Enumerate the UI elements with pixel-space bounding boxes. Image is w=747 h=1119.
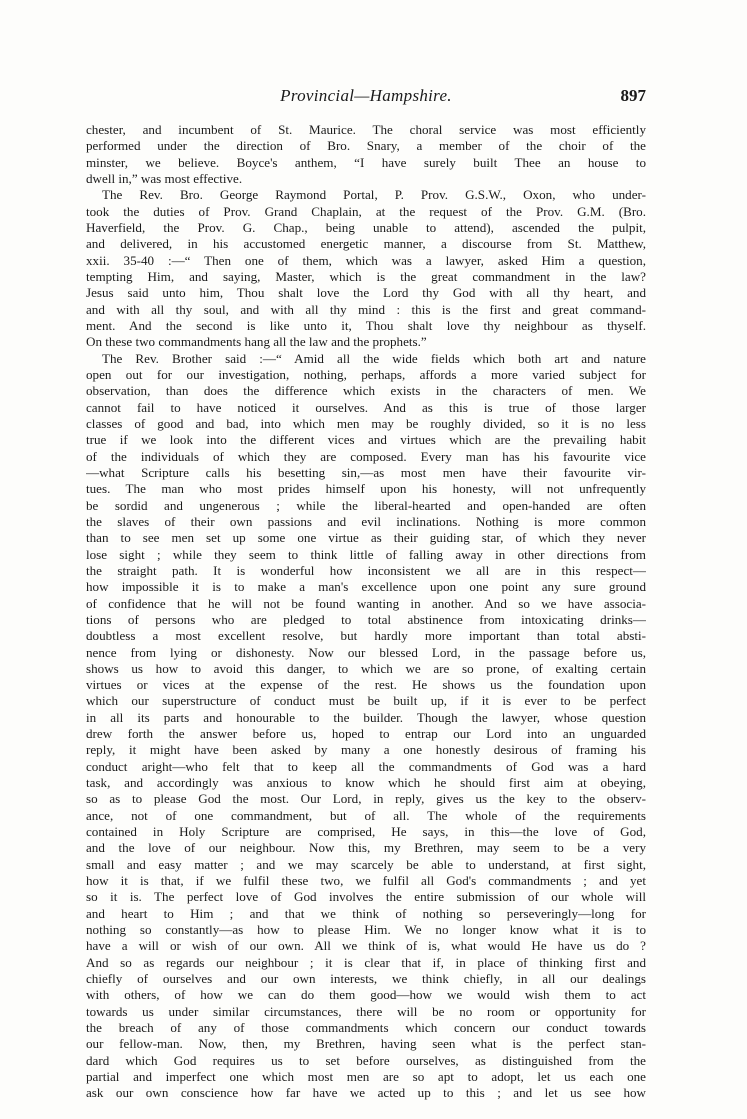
text-line: small and easy matter ; and we may scarcely be able to understand, at first sight,: [86, 856, 646, 872]
text-line: the breach of any of those commandments which concern our conduct towards: [86, 1020, 646, 1036]
text-line: task, and accordingly was anxious to know which he should first aim at obeying,: [86, 775, 646, 791]
text-line: the slaves of their own passions and evil inclinations. Nothing is more common: [86, 513, 646, 529]
text-line: than to see men set up some one virtue as their guiding star, of which they never: [86, 530, 646, 546]
running-title: Provincial—Hampshire.: [280, 86, 452, 105]
text-line: drew forth the answer before us, hoped to entrap our Lord into an unguarded: [86, 726, 646, 742]
text-line: so it is. The perfect love of God involves the entire submission of our whole will: [86, 889, 646, 905]
text-line: ment. And the second is like unto it, Thou shalt love thy neighbour as thyself.: [86, 317, 646, 333]
text-line: tempting Him, and saying, Master, which is the great commandment in the law?: [86, 268, 646, 284]
text-line: chester, and incumbent of St. Maurice. The choral service was most efficiently: [86, 122, 646, 137]
running-head: [86, 86, 646, 110]
text-line: Jesus said unto him, Thou shalt love the Lord thy God with all thy heart, and: [86, 285, 646, 301]
text-line: reply, it might have been asked by many a one honestly desirous of framing his: [86, 742, 646, 758]
text-line: of the individuals of which they are composed. Every man has his favourite vice: [86, 448, 646, 464]
text-line: and delivered, in his accustomed energetic manner, a discourse from St. Matthew,: [86, 236, 646, 252]
text-line: classes of good and bad, into which men may be roughly divided, so it is no less: [86, 415, 646, 431]
text-line: the straight path. It is wonderful how inconsistent we all are in this respect—: [86, 562, 646, 578]
text-line: conduct aright—who felt that to keep all the commandments of God was a hard: [86, 758, 646, 774]
text-line: chiefly of ourselves and our own interests, we think chiefly, in all our dealings: [86, 971, 646, 987]
text-line: lose sight ; while they seem to think little of falling away in other directions from: [86, 546, 646, 562]
text-line: our fellow-man. Now, then, my Brethren, having seen what is the perfect stan-: [86, 1036, 646, 1052]
text-line: doubtless a most excellent resolve, but hardly more important than total absti-: [86, 628, 646, 644]
text-line: nothing so constantly—as how to please Him. We no longer know what it is to: [86, 922, 646, 938]
text-line: how it is that, if we fulfil these two, we fulfil all God's commandments ; and yet: [86, 873, 646, 889]
text-line: contained in Holy Scripture are comprised, He says, in this—the love of God,: [86, 824, 646, 840]
text-line: virtues or vices at the expense of the rest. He shows us the foundation upon: [86, 677, 646, 693]
text-line: ask our own conscience how far have we acted up to this ; and let us see how: [86, 1085, 646, 1101]
text-line: minster, we believe. Boyce's anthem, “I have surely built Thee an house to: [86, 154, 646, 170]
text-line: xxii. 35-40 :—“ Then one of them, which was a lawyer, asked Him a question,: [86, 252, 646, 268]
text-line: took the duties of Prov. Grand Chaplain, at the request of the Prov. G.M. (Bro.: [86, 203, 646, 219]
text-line: towards us under similar circumstances, there will be no room or opportunity for: [86, 1003, 646, 1019]
text-line: observation, than does the difference which exists in the characters of men. We: [86, 383, 646, 399]
text-line: The Rev. Brother said :—“ Amid all the wide fields which both art and nature: [102, 350, 646, 366]
text-line: shows us how to avoid this danger, to which we are so prone, of exalting certain: [86, 660, 646, 676]
text-line: —what Scripture calls his besetting sin,—as most men have their favourite vir-: [86, 464, 646, 480]
text-line: nence from lying or dishonesty. Now our blessed Lord, in the passage before us,: [86, 644, 646, 660]
text-line: And so as regards our neighbour ; it is clear that if, in place of thinking first and: [86, 954, 646, 970]
body-text: [86, 122, 646, 1102]
text-line: so as to please God the most. Our Lord, in reply, gives us the key to the observ-: [86, 791, 646, 807]
text-line: tions of persons who are pledged to total abstinence from intoxicating drinks—: [86, 611, 646, 627]
text-line: of confidence that he will not be found wanting in another. And so we have associa-: [86, 595, 646, 611]
text-line: On these two commandments hang all the law and the prophets.”: [86, 334, 427, 350]
text-line: dwell in,” was most effective.: [86, 170, 243, 186]
page-number: 897: [620, 86, 646, 105]
text-line: ance, not of one commandment, but of all. The whole of the requirements: [86, 807, 646, 823]
text-line: and the love of our neighbour. Now this, my Brethren, may seem to be a very: [86, 840, 646, 856]
text-line: how impossible it is to make a man's excellence upon one point any sure ground: [86, 579, 646, 595]
text-line: partial and imperfect one which most men are so apt to adopt, let us each one: [86, 1069, 646, 1085]
text-line: The Rev. Bro. George Raymond Portal, P. Prov. G.S.W., Oxon, who under-: [102, 187, 646, 203]
text-line: open out for our investigation, nothing, perhaps, affords a more varied subject for: [86, 366, 646, 382]
text-line: true if we look into the different vices and virtues which are the prevailing habit: [86, 432, 646, 448]
text-line: dard which God requires us to set before ourselves, as distinguished from the: [86, 1052, 646, 1068]
text-line: performed under the direction of Bro. Snary, a member of the choir of the: [86, 138, 646, 154]
text-line: with others, of how we can do them good—how we would wish them to act: [86, 987, 646, 1003]
text-line: be sordid and ungenerous ; while the liberal-hearted and open-handed are often: [86, 497, 646, 513]
text-line: which our superstructure of conduct must be built up, if it is ever to be perfect: [86, 693, 646, 709]
text-line: and with all thy soul, and with all thy mind : this is the first and great command-: [86, 301, 646, 317]
text-line: Haverfield, the Prov. G. Chap., being unable to attend), ascended the pulpit,: [86, 219, 646, 235]
text-line: tues. The man who most prides himself upon his honesty, will not unfrequently: [86, 481, 646, 497]
text-line: and heart to Him ; and that we think of nothing so perseveringly—long for: [86, 905, 646, 921]
text-line: cannot fail to have noticed it ourselves. And as this is true of those larger: [86, 399, 646, 415]
text-line: have a will or wish of our own. All we think of is, what would He have us do ?: [86, 938, 646, 954]
text-line: in all its parts and honourable to the builder. Though the lawyer, whose question: [86, 709, 646, 725]
